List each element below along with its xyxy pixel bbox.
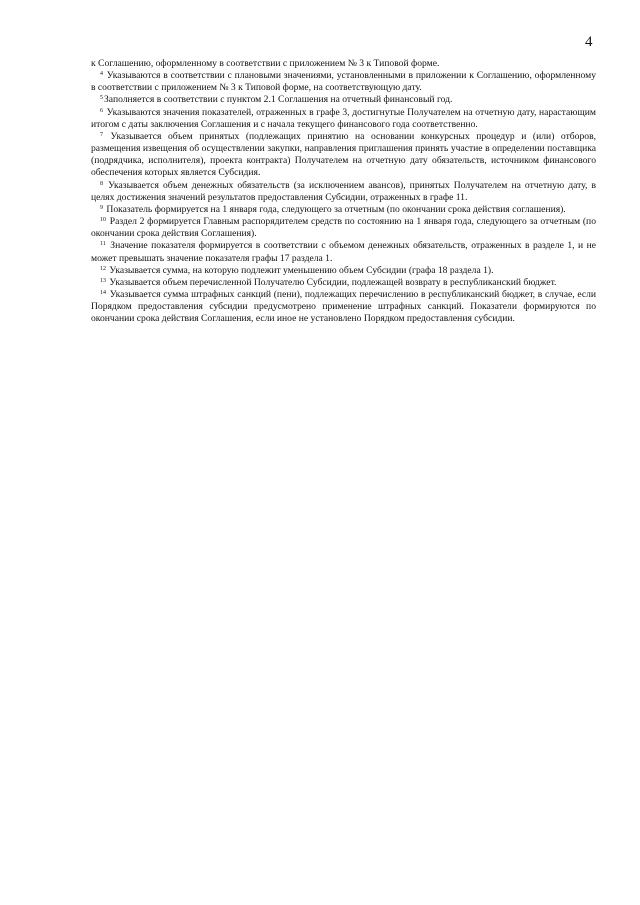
footnote-mark: 8	[100, 180, 103, 187]
footnote-text: Указывается объем принятых (подлежащих принятию на основании конкурсных процедур и (или) отборов, размещения извещения об осуществлении закупки, направления приглашения принять участие в определении поставщика (подрядчика, исполнителя), проекта контракта) Получателем на отчетную дату обязательств, источником финансового обеспечения которых является Субсидия.	[91, 130, 596, 179]
footnote-text: Указывается объем перечисленной Получателю Субсидии, подлежащей возврату в республиканский бюджет.	[107, 276, 557, 288]
footnote-mark: 10	[100, 217, 106, 224]
footnote-continuation	[91, 58, 596, 70]
footnote-text: Указываются в соответствии с плановыми значениями, установленными в приложении к Соглашению, оформленному в соответствии с приложением № 3 к Типовой форме, на соответствующую дату.	[91, 70, 596, 94]
footnote-mark: 4	[100, 71, 103, 78]
footnote-mark: 13	[100, 277, 106, 284]
footnote-mark: 7	[100, 131, 103, 138]
footnote-text: Указывается сумма, на которую подлежит уменьшению объем Субсидии (графа 18 раздела 1).	[107, 264, 494, 276]
footnote-text: Раздел 2 формируется Главным распорядителем средств по состоянию на 1 января года, следующего за отчетным (по окончании срока действия Соглашения).	[91, 216, 596, 240]
footnote-5	[91, 94, 596, 106]
footnote-11	[91, 240, 596, 264]
footnote-text: Указывается сумма штрафных санкций (пени), подлежащих перечислению в республиканский бюджет, в случае, если Порядком предоставления субсидии предусмотрено применение штрафных санкций. Показатели формируются по окончании срока действия Соглашения, если иное не установлено Порядком предоставления субсидии.	[91, 288, 596, 325]
footnote-text: Показатель формируется на 1 января года, следующего за отчетным (по окончании срока действия соглашения).	[104, 203, 566, 215]
footnote-4	[91, 70, 596, 94]
footnote-mark: 6	[100, 107, 103, 114]
footnote-mark: 11	[100, 241, 106, 248]
footnote-text: Заполняется в соответствии с пунктом 2.1 Соглашения на отчетный финансовый год.	[104, 94, 453, 106]
footnote-6	[91, 107, 596, 131]
footnote-mark: 5	[100, 95, 103, 102]
footnotes	[91, 58, 596, 325]
footnote-9	[91, 204, 596, 216]
page-number: 4	[585, 34, 593, 50]
footnote-8	[91, 180, 596, 204]
footnote-text: к Соглашению, оформленному в соответствии с приложением № 3 к Типовой форме.	[91, 58, 440, 69]
footnote-mark: 14	[100, 289, 106, 296]
footnote-text: Указывается объем денежных обязательств (за исключением авансов), принятых Получателем на отчетную дату, в целях достижения значений результатов предоставления Субсидии, отраженных в графе 11.	[91, 179, 596, 203]
footnote-text: Указываются значения показателей, отраженных в графе 3, достигнутые Получателем на отчетную дату, нарастающим итогом с даты заключения Соглашения и с начала текущего финансового года соответственно.	[91, 106, 596, 130]
footnote-12	[91, 265, 596, 277]
footnote-text: Значение показателя формируется в соответствии с объемом денежных обязательств, отраженных в разделе 1, и не может превышать значение показателя графы 17 раздела 1.	[91, 240, 596, 264]
footnote-7	[91, 131, 596, 180]
footnote-14	[91, 289, 596, 325]
footnote-10	[91, 216, 596, 240]
footnote-13	[91, 277, 596, 289]
footnote-mark: 12	[100, 265, 106, 272]
footnote-mark: 9	[100, 204, 103, 211]
